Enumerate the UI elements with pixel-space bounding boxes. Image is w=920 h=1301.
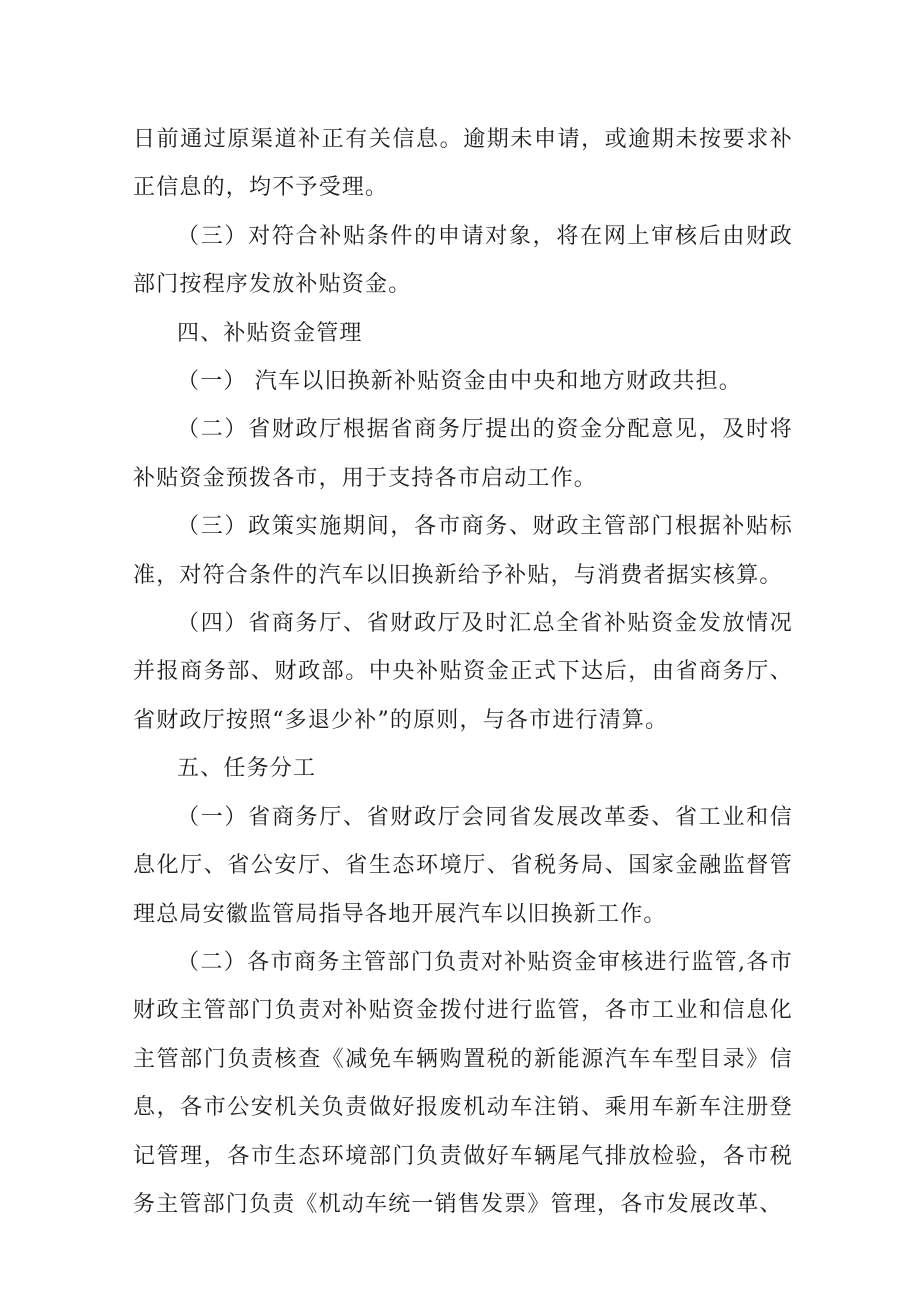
section-heading-5: 五、任务分工 (177, 756, 317, 782)
paragraph-item-4-1: （一） 汽车以旧换新补贴资金由中央和地方财政共担。 (177, 369, 742, 395)
paragraph-continuation: 日前通过原渠道补正有关信息。逾期未申请，或逾期未按要求补正信息的，均不予受理。 (133, 127, 793, 201)
paragraph-item-4-4: （四）省商务厅、省财政厅及时汇总全省补贴资金发放情况并报商务部、财政部。中央补贴资金正式下达后，由省商务厅、省财政厅按照“多退少补”的原则，与各市进行清算。 (133, 611, 793, 733)
paragraph-item-4-2: （二）省财政厅根据省商务厅提出的资金分配意见，及时将补贴资金预拨各市，用于支持各市启动工作。 (133, 417, 793, 491)
paragraph-item-5-2: （二）各市商务主管部门负责对补贴资金审核进行监管,各市财政主管部门负责对补贴资金拨付进行监管，各市工业和信息化主管部门负责核查《减免车辆购置税的新能源汽车车型目录》信息，各市公安机关负责做好报废机动车注销、乘用车新车注册登记管理，各市生态环境部门负责做好车辆尾气排放检验，各市税务主管部门负责《机动车统一销售发票》管理，各市发展改革、 (133, 949, 793, 1217)
paragraph-item-3-3: （三）对符合补贴条件的申请对象，将在网上审核后由财政部门按程序发放补贴资金。 (133, 223, 793, 298)
paragraph-item-5-1: （一）省商务厅、省财政厅会同省发展改革委、省工业和信息化厅、省公安厅、省生态环境厅、省税务局、国家金融监督管理总局安徽监管局指导各地开展汽车以旧换新工作。 (133, 804, 793, 927)
paragraph-item-4-3: （三）政策实施期间，各市商务、财政主管部门根据补贴标准，对符合条件的汽车以旧换新给予补贴，与消费者据实核算。 (133, 514, 793, 588)
document-body (133, 116, 793, 1229)
section-heading-4: 四、补贴资金管理 (177, 320, 363, 346)
